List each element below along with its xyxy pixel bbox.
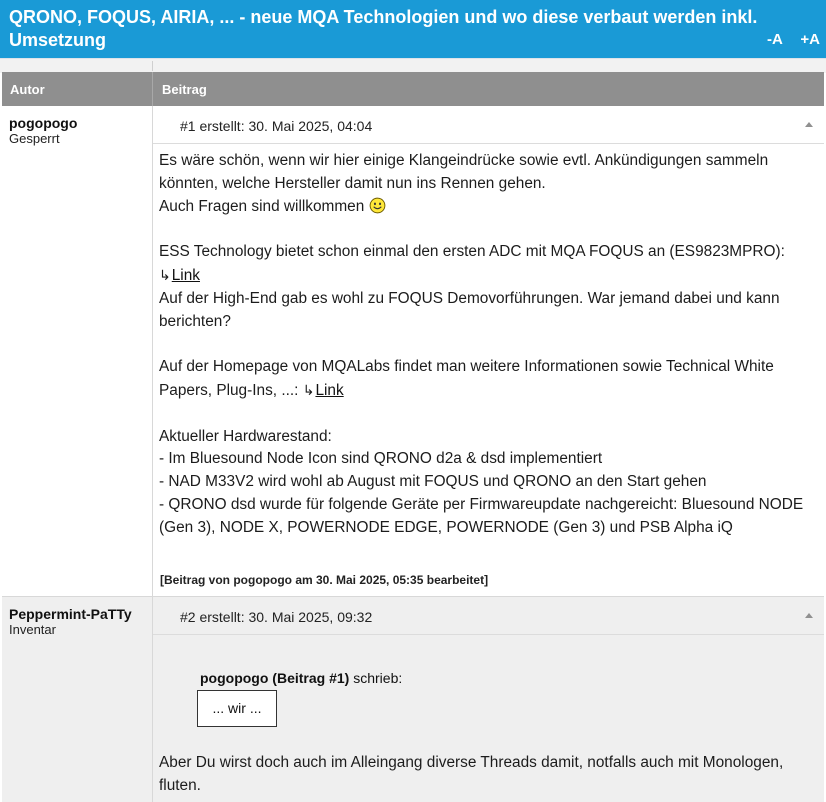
- collapse-arrow-icon[interactable]: [805, 122, 813, 127]
- quote-box: ... wir ...: [197, 690, 277, 727]
- link-arrow-icon: ↳: [159, 266, 171, 283]
- collapse-arrow-icon[interactable]: [805, 613, 813, 618]
- post-text: Auch Fragen sind willkommen: [159, 196, 819, 219]
- link-arrow-icon: ↳: [302, 381, 315, 398]
- font-smaller-button[interactable]: -A: [766, 31, 783, 48]
- post-body: [159, 150, 819, 540]
- smiley-icon: [369, 197, 386, 214]
- post-header: [153, 597, 824, 635]
- thread-title: QRONO, FOQUS, AIRIA, ... - neue MQA Technologien und wo diese verbaut werden inkl. Umsetzung: [9, 7, 758, 50]
- post-text: Aktueller Hardwarestand:: [159, 427, 332, 445]
- mqalabs-link[interactable]: Link: [315, 381, 344, 399]
- post-content: [153, 597, 824, 802]
- post-text: Auf der Homepage von MQALabs findet man weitere Informationen sowie Technical White Papers, Plug-Ins, ...: ↳Link: [159, 358, 774, 399]
- post-author-cell: [2, 106, 153, 596]
- post-text: - QRONO dsd wurde für folgende Geräte per Firmwareupdate nachgereicht: Bluesound NODE (Gen 3), NODE X, POWERNODE EDGE, POWERNODE (Gen 3) und PSB Alpha iQ: [159, 495, 804, 536]
- post-1: [2, 106, 824, 597]
- font-size-controls: [753, 31, 820, 48]
- quote-source[interactable]: pogopogo (Beitrag #1): [200, 670, 350, 686]
- post-text: - Im Bluesound Node Icon sind QRONO d2a & dsd implementiert: [159, 450, 603, 468]
- post-text: Es wäre schön, wenn wir hier einige Klangeindrücke sowie evtl. Ankündigungen sammeln könnten, welche Hersteller damit nun ins Rennen gehen.: [159, 152, 769, 192]
- author-name[interactable]: pogopogo: [9, 115, 78, 131]
- thread-header: [0, 0, 826, 58]
- author-rank: Gesperrt: [9, 131, 60, 146]
- toolbar-strip: [0, 58, 826, 73]
- post-header: [153, 106, 824, 144]
- column-post: Beitrag: [162, 82, 207, 97]
- post-content: [153, 106, 824, 596]
- table-header: [2, 72, 824, 106]
- quote-header: [200, 670, 402, 686]
- post-text: Auf der High-End gab es wohl zu FOQUS Demovorführungen. War jemand dabei und kann berichten?: [159, 289, 780, 330]
- quote-verb: schrieb:: [353, 670, 403, 686]
- post-text: ESS Technology bietet schon einmal den ersten ADC mit MQA FOQUS an (ES9823MPRO): ↳Link: [159, 243, 785, 284]
- post-author-cell: [2, 597, 153, 802]
- font-larger-button[interactable]: +A: [800, 31, 820, 48]
- edit-note: [Beitrag von pogopogo am 30. Mai 2025, 05:35 bearbeitet]: [160, 573, 489, 587]
- post-text: - NAD M33V2 wird wohl ab August mit FOQUS und QRONO an den Start gehen: [159, 473, 707, 491]
- post-2: [2, 597, 824, 802]
- column-author: Autor: [10, 82, 45, 97]
- post-meta[interactable]: #1 erstellt: 30. Mai 2025, 04:04: [180, 118, 373, 134]
- ess-link[interactable]: Link: [171, 266, 200, 284]
- author-rank: Inventar: [9, 622, 56, 637]
- post-body: Aber Du wirst doch auch im Alleingang diverse Threads damit, notfalls auch mit Monologen, fluten.: [159, 754, 784, 794]
- author-name[interactable]: Peppermint-PaTTy: [9, 606, 132, 622]
- post-meta[interactable]: #2 erstellt: 30. Mai 2025, 09:32: [180, 609, 373, 625]
